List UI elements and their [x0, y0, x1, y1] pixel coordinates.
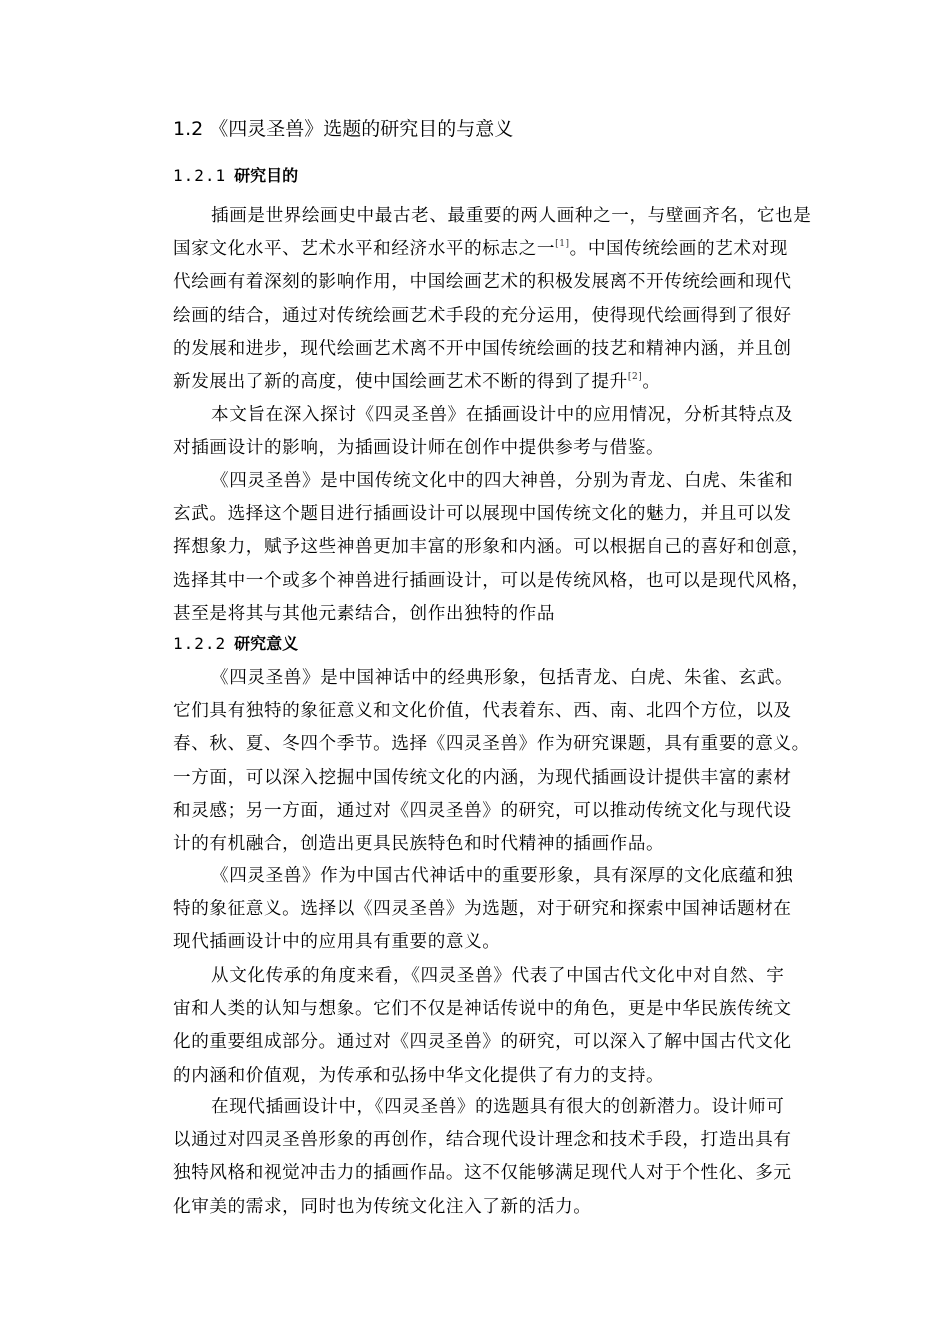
paragraph-line: 的发展和进步，现代绘画艺术离不开中国传统绘画的技艺和精神内涵，并且创: [173, 338, 792, 359]
citation-ref: [2]: [627, 371, 643, 382]
paragraph-line: 对插画设计的影响，为插画设计师在创作中提供参考与借鉴。: [173, 438, 665, 459]
citation-ref: [1]: [555, 239, 570, 250]
paragraph-line: 特的象征意义。选择以《四灵圣兽》为选题，对于研究和探索中国神话题材在: [173, 899, 792, 920]
paragraph-line: 春、秋、夏、冬四个季节。选择《四灵圣兽》作为研究课题，具有重要的意义。: [173, 734, 810, 755]
paragraph-7: [173, 1091, 853, 1224]
paragraph-5: [173, 860, 853, 960]
paragraph-line: 在现代插画设计中，《四灵圣兽》的选题具有很大的创新潜力。设计师可: [211, 1097, 785, 1117]
paragraph-1: [173, 200, 853, 399]
paragraph-line: 玄武。选择这个题目进行插画设计可以展现中国传统文化的魅力，并且可以发: [173, 504, 792, 525]
paragraph-line: 代绘画有着深刻的影响作用，中国绘画艺术的积极发展离不开传统绘画和现代: [173, 272, 792, 293]
paragraph-line: 宙和人类的认知与想象。它们不仅是神话传说中的角色，更是中华民族传统文: [173, 999, 792, 1020]
paragraph-line: 新发展出了新的高度，使中国绘画艺术不断的得到了提升[2]。: [173, 371, 661, 392]
subsection-heading-significance: [173, 632, 298, 656]
paragraph-line: 绘画的结合，通过对传统绘画艺术手段的充分运用，使得现代绘画得到了很好: [173, 305, 792, 326]
subsection-number: 1.2.2: [173, 634, 227, 653]
paragraph-line: 计的有机融合，创造出更具民族特色和时代精神的插画作品。: [173, 833, 665, 854]
paragraph-line: 和灵感；另一方面，通过对《四灵圣兽》的研究，可以推动传统文化与现代设: [173, 800, 792, 821]
paragraph-line: 甚至是将其与其他元素结合，创作出独特的作品: [173, 603, 556, 624]
paragraph-6: [173, 960, 853, 1093]
paragraph-line: 化的重要组成部分。通过对《四灵圣兽》的研究，可以深入了解中国古代文化: [173, 1032, 792, 1053]
subsection-number: 1.2.1: [173, 166, 227, 185]
paragraph-line: 国家文化水平、艺术水平和经济水平的标志之一[1]。中国传统绘画的艺术对现: [173, 239, 788, 260]
paragraph-4: [173, 662, 853, 861]
paragraph-line: 以通过对四灵圣兽形象的再创作，结合现代设计理念和技术手段，打造出具有: [173, 1130, 792, 1151]
paragraph-line: 的内涵和价值观，为传承和弘扬中华文化提供了有力的支持。: [173, 1065, 665, 1086]
paragraph-line: 化审美的需求，同时也为传统文化注入了新的活力。: [173, 1196, 592, 1217]
paragraph-line: 《四灵圣兽》是中国传统文化中的四大神兽，分别为青龙、白虎、朱雀和: [211, 471, 794, 491]
paragraph-line: 插画是世界绘画史中最古老、最重要的两人画种之一，与壁画齐名，它也是: [211, 206, 812, 226]
paragraph-line: 本文旨在深入探讨《四灵圣兽》在插画设计中的应用情况，分析其特点及: [211, 405, 794, 425]
subsection-title: 研究目的: [234, 166, 299, 185]
paragraph-line: 一方面，可以深入挖掘中国传统文化的内涵，为现代插画设计提供丰富的素材: [173, 767, 792, 788]
subsection-heading-purpose: [173, 164, 298, 188]
paragraph-2: [173, 399, 853, 465]
paragraph-line: 《四灵圣兽》是中国神话中的经典形象，包括青龙、白虎、朱雀、玄武。: [211, 668, 794, 688]
subsection-title: 研究意义: [234, 634, 299, 653]
paragraph-3: [173, 465, 853, 631]
paragraph-line: 现代插画设计中的应用具有重要的意义。: [173, 932, 501, 953]
paragraph-line: 挥想象力，赋予这些神兽更加丰富的形象和内涵。可以根据自己的喜好和创意，: [173, 537, 810, 558]
section-title: 1.2 《四灵圣兽》选题的研究目的与意义: [173, 118, 514, 140]
paragraph-line: 选择其中一个或多个神兽进行插画设计，可以是传统风格，也可以是现代风格，: [173, 570, 810, 591]
paragraph-line: 独特风格和视觉冲击力的插画作品。这不仅能够满足现代人对于个性化、多元: [173, 1163, 792, 1184]
paragraph-line: 它们具有独特的象征意义和文化价值，代表着东、西、南、北四个方位，以及: [173, 701, 792, 722]
paragraph-line: 从文化传承的角度来看，《四灵圣兽》代表了中国古代文化中对自然、宇: [211, 966, 785, 986]
paragraph-line: 《四灵圣兽》作为中国古代神话中的重要形象，具有深厚的文化底蕴和独: [211, 866, 794, 886]
